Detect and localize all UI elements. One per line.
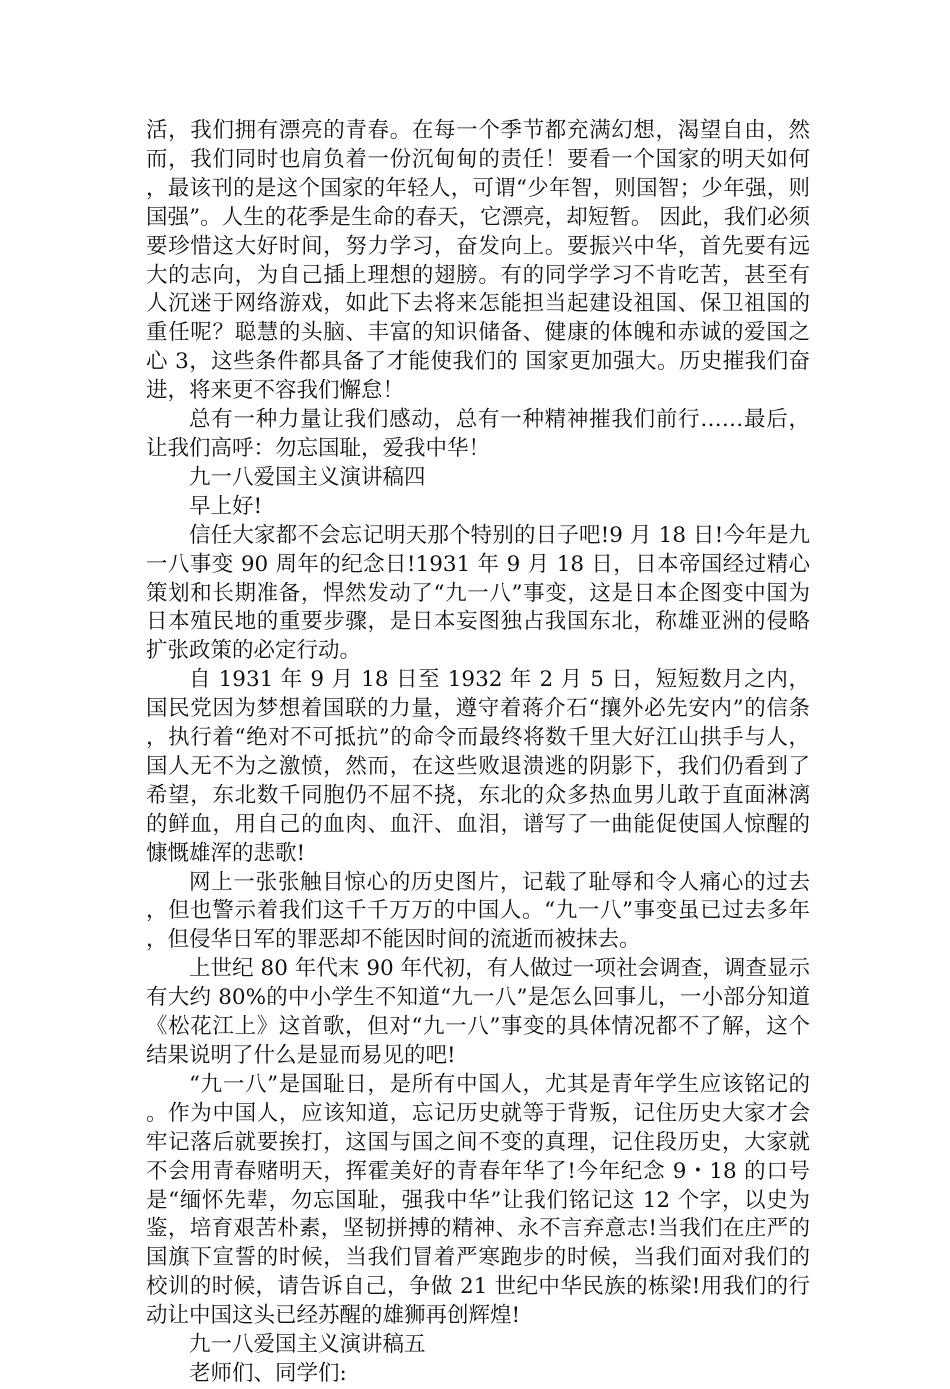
section-heading-5: 九一八爱国主义演讲稿五: [189, 1332, 426, 1358]
section-heading-4: 九一八爱国主义演讲稿四: [189, 464, 426, 490]
paragraph-1: 活，我们拥有漂亮的青春。在每一个季节都充满幻想，渴望自由，然而，我们同时也肩负着一份沉甸甸的责任！要看一个国家的明天如何，最该刊的是这个国家的年轻人，可谓“少年智，则国智；少年强，则国强”。人生的花季是生命的春天，它漂亮，却短暂。 因此，我们必须要珍惜这大好时间，努力学习，奋发向上。要振兴中华，首先要有远大的志向，为自己插上理想的翅膀。有的同学学习不肯吃苦，甚至有人沉迷于网络游戏，如此下去将来怎能担当起建设祖国、保卫祖国的重任呢？聪慧的头脑、丰富的知识储备、健康的体魄和赤诚的爱国之心 3，这些条件都具备了才能使我们的 国家更加强大。历史摧我们奋进，将来更不容我们懈怠！: [146, 118, 810, 404]
paragraph-3: 信任大家都不会忘记明天那个特别的日子吧!9 月 18 日!今年是九一八事变 90 周年的纪念日!1931 年 9 月 18 日，日本帝国经过精心策划和长期准备，悍然发动了“九一八”事变，这是日本企图变中国为日本殖民地的重要步骤，是日本妄图独占我国东北，称雄亚洲的侵略扩张政策的必定行动。: [146, 522, 810, 664]
paragraph-7: “九一八”是国耻日，是所有中国人，尤其是青年学生应该铭记的。作为中国人，应该知道，忘记历史就等于背叛，记住历史大家才会牢记落后就要挨打，这国与国之间不变的真理，记住段历史，大家就不会用青春赌明天，挥霍美好的青春年华了!今年纪念 9・18 的口号是“缅怀先辈，勿忘国耻，强我中华”让我们铭记这 12 个字，以史为鉴，培育艰苦朴素，坚韧拼搏的精神、永不言弃意志!当我们在庄严的国旗下宣誓的时候，当我们冒着严寒跑步的时候，当我们面对我们的校训的时候，请告诉自己，争做 21 世纪中华民族的栋梁!用我们的行动让中国这头已经苏醒的雄狮再创辉煌!: [146, 1071, 810, 1329]
salutation: 老师们、同学们:: [189, 1360, 347, 1386]
paragraph-5: 网上一张张触目惊心的历史图片，记载了耻辱和令人痛心的过去，但也警示着我们这千千万万的中国人。“九一八”事变虽已过去多年，但侵华日军的罪恶却不能因时间的流逝而被抹去。: [146, 869, 810, 953]
greeting: 早上好!: [189, 493, 263, 519]
paragraph-6: 上世纪 80 年代末 90 年代初，有人做过一项社会调查，调查显示有大约 80%的中小学生不知道“九一八”是怎么回事儿，一小部分知道《松花江上》这首歌，但对“九一八”事变的具体情况都不了解，这个结果说明了什么是显而易见的吧!: [146, 956, 810, 1068]
paragraph-2: 总有一种力量让我们感动，总有一种精神摧我们前行……最后，让我们高呼：勿忘国耻，爱我中华！: [146, 407, 810, 461]
paragraph-4: 自 1931 年 9 月 18 日至 1932 年 2 月 5 日，短短数月之内，国民党因为梦想着国联的力量，遵守着蒋介石“攘外必先安内”的信条，执行着“绝对不可抵抗”的命令而最终将数千里大好江山拱手与人，国人无不为之激愤，然而，在这些败退溃逃的阴影下，我们仍看到了希望，东北数千同胞仍不屈不挠，东北的众多热血男儿敢于直面淋漓的鲜血，用自己的血肉、血汗、血泪，谱写了一曲能促使国人惊醒的慷慨雄浑的悲歌!: [146, 667, 810, 866]
document-body: [146, 117, 810, 1389]
